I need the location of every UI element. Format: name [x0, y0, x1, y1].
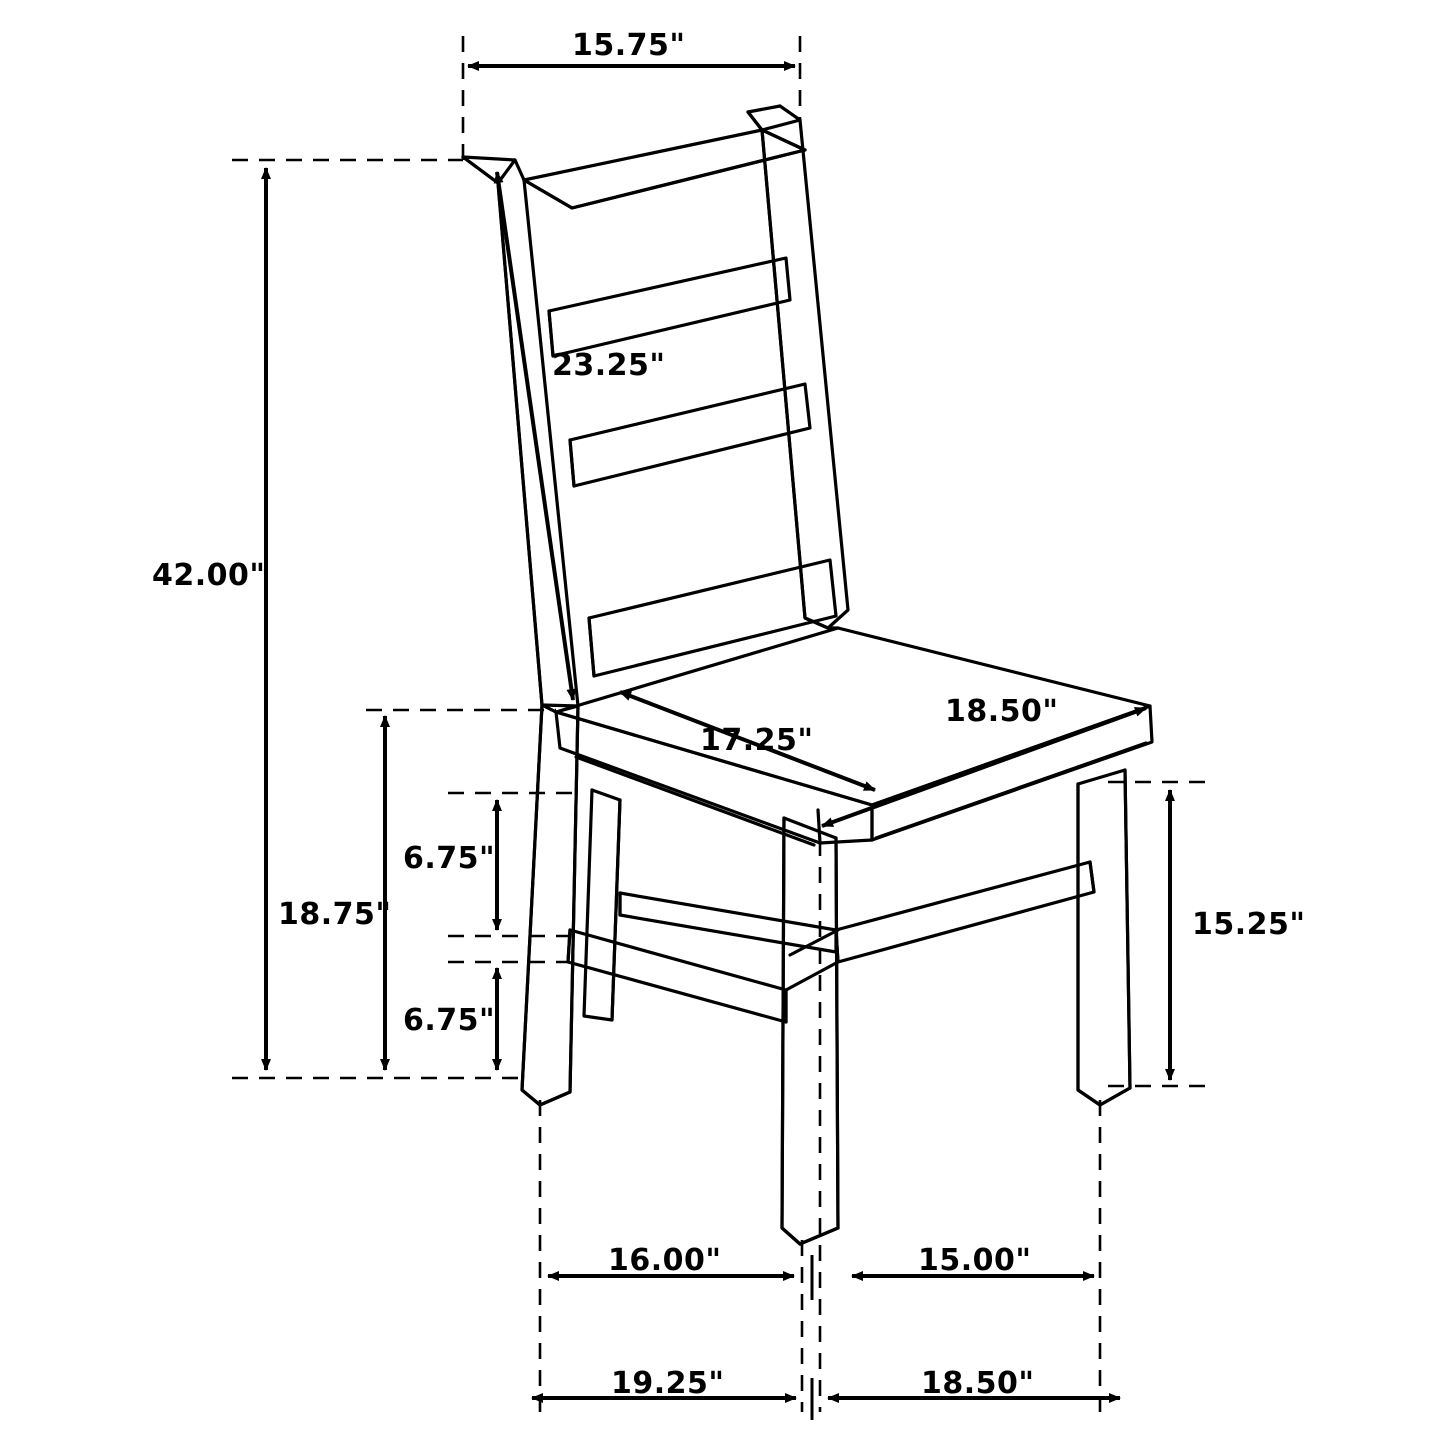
dimension-label-leg-span-left: 16.00"	[608, 1243, 722, 1278]
dimension-label-seat-depth: 17.25"	[700, 723, 814, 758]
chair-outline	[463, 106, 1152, 1244]
dimension-label-footprint-right: 18.50"	[921, 1366, 1035, 1401]
dimension-label-overall-height: 42.00"	[152, 558, 266, 593]
dimension-label-seat-height-back: 18.75"	[278, 897, 392, 932]
dimension-label-leg-span-right: 15.00"	[918, 1243, 1032, 1278]
dimension-label-seat-to-stretcher: 6.75"	[403, 841, 496, 876]
dimension-label-footprint-left: 19.25"	[611, 1366, 725, 1401]
dimension-label-seat-height-front: 15.25"	[1192, 907, 1306, 942]
dimension-label-back-height: 23.25"	[552, 348, 666, 383]
dimension-label-back-width: 15.75"	[572, 28, 686, 63]
dimension-label-seat-width: 18.50"	[945, 694, 1059, 729]
dimension-label-stretcher-to-floor: 6.75"	[403, 1003, 496, 1038]
